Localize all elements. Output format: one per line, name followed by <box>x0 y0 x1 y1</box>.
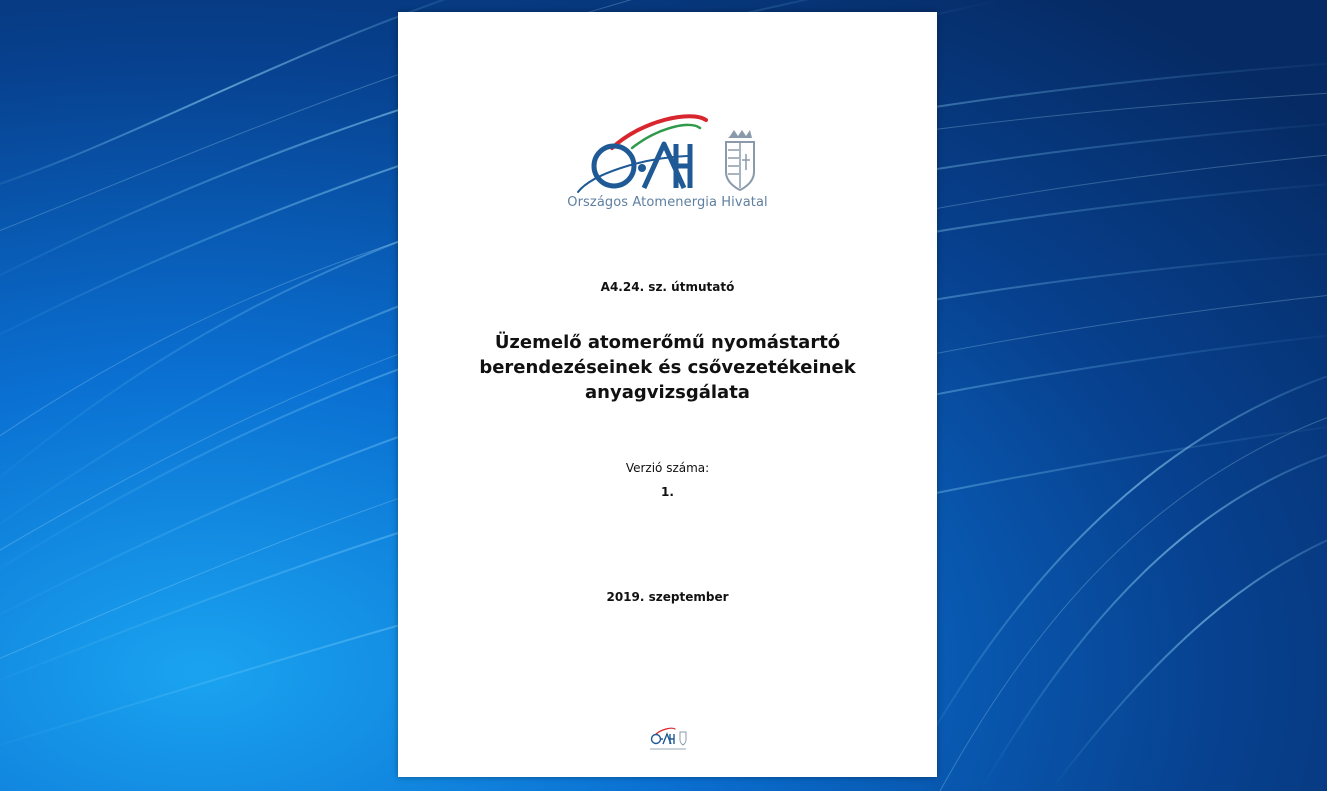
organization-name: Országos Atomenergia Hivatal <box>567 195 768 210</box>
version-label: Verzió száma: <box>625 461 710 475</box>
document-title-line: berendezéseinek és csővezetékeinek <box>479 357 856 378</box>
document-title-line: anyagvizsgálata <box>585 382 750 403</box>
document-code: A4.24. sz. útmutató <box>600 280 735 294</box>
document-date: 2019. szeptember <box>606 590 729 604</box>
oah-small-logo-icon <box>646 726 690 752</box>
document-title-line: Üzemelő atomerőmű nyomástartó <box>494 332 841 353</box>
version-number: 1. <box>661 485 674 499</box>
document-title <box>458 330 877 405</box>
document-cover-page <box>398 12 937 777</box>
hungarian-coat-of-arms-icon <box>726 130 754 190</box>
